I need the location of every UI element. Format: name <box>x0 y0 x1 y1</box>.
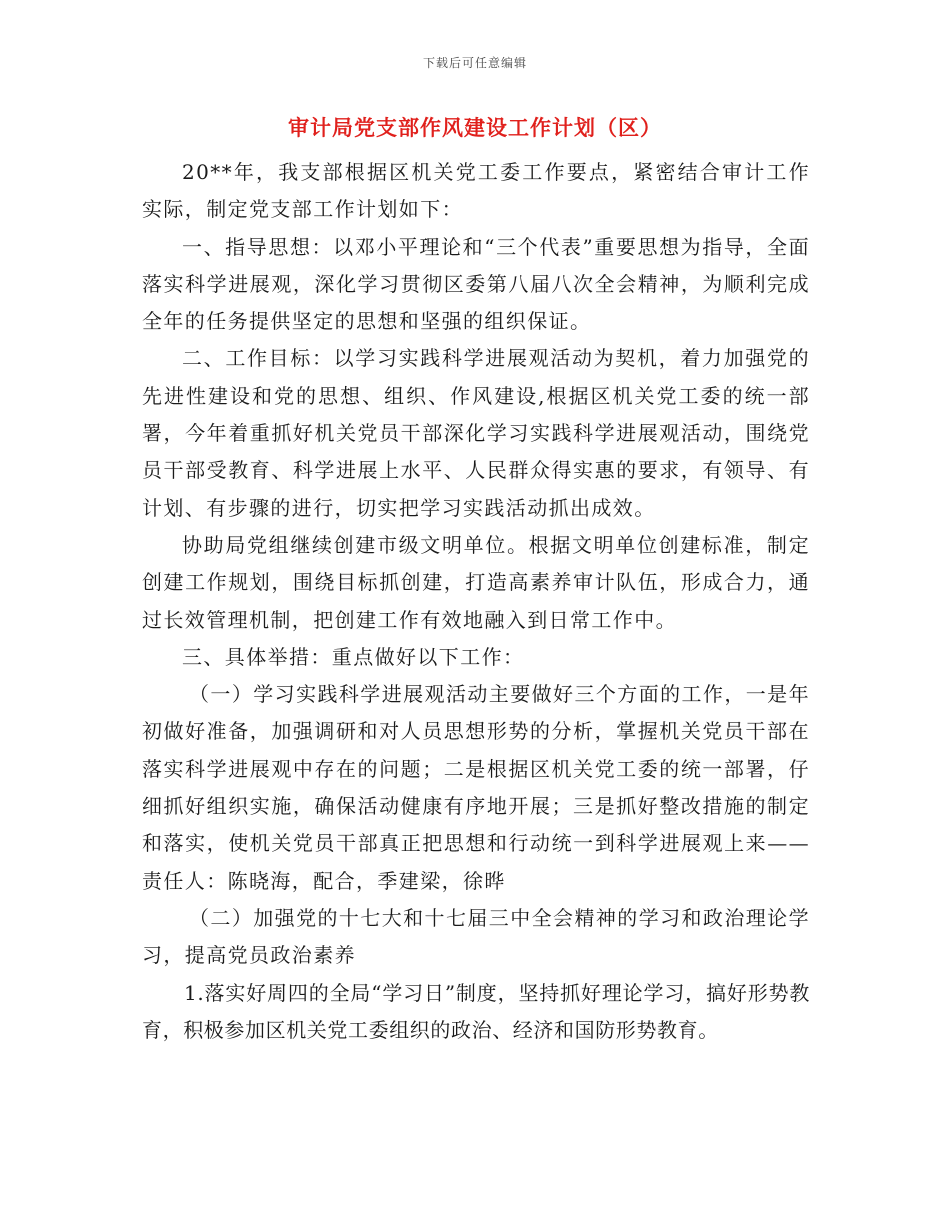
paragraph-work-goal: 二、工作目标：以学习实践科学进展观活动为契机，着力加强党的先进性建设和党的思想、组织、作风建设,根据区机关党工委的统一部署，今年着重抓好机关党员干部深化学习实践科学进展观活动，围绕党员干部受教育、科学进展上水平、人民群众得实惠的要求，有领导、有计划、有步骤的进行，切实把学习实践活动抓出成效。 <box>142 346 810 520</box>
paragraph-civilized-unit: 协助局党组继续创建市级文明单位。根据文明单位创建标准，制定创建工作规划，围绕目标抓创建，打造高素养审计队伍，形成合力，通过长效管理机制，把创建工作有效地融入到日常工作中。 <box>142 532 810 632</box>
document-title: 审计局党支部作风建设工作计划（区） <box>288 116 662 140</box>
document-body <box>142 154 810 1049</box>
header-note: 下载后可任意编辑 <box>422 56 527 70</box>
paragraph-measures-heading: 三、具体举措：重点做好以下工作： <box>182 644 525 669</box>
paragraph-item-one: 1.落实好周四的全局“学习日”制度，坚持抓好理论学习，搞好形势教育，积极参加区机关党工委组织的政治、经济和国防形势教育。 <box>142 980 810 1042</box>
paragraph-guiding-thought: 一、指导思想：以邓小平理论和“三个代表”重要思想为指导，全面落实科学进展观，深化学习贯彻区委第八届八次全会精神，为顺利完成全年的任务提供坚定的思想和坚强的组织保证。 <box>142 234 810 334</box>
paragraph-measure-two: （二）加强党的十七大和十七届三中全会精神的学习和政治理论学习，提高党员政治素养 <box>142 905 810 968</box>
paragraph-measure-one: （一）学习实践科学进展观活动主要做好三个方面的工作，一是年初做好准备，加强调研和对人员思想形势的分析，掌握机关党员干部在落实科学进展观中存在的问题；二是根据区机关党工委的统一部署，仔细抓好组织实施，确保活动健康有序地开展；三是抓好整改措施的制定和落实，使机关党员干部真正把思想和行动统一到科学进展观上来——责任人：陈晓海，配合，季建梁，徐晔 <box>142 682 810 893</box>
paragraph-intro: 20**年，我支部根据区机关党工委工作要点，紧密结合审计工作实际，制定党支部工作计划如下： <box>142 160 810 222</box>
